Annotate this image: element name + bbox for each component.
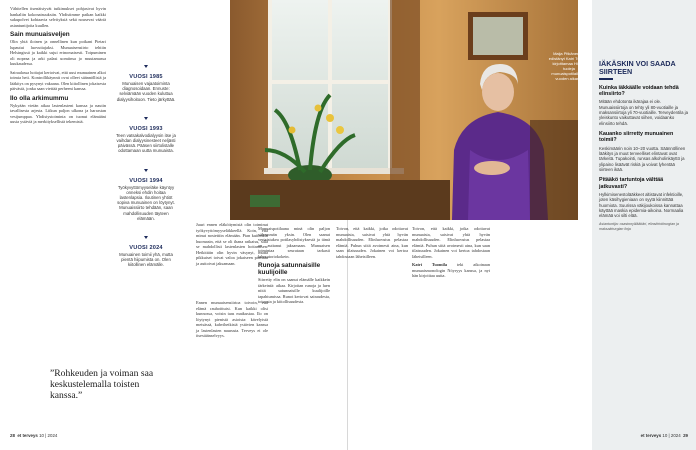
timeline-year: VUOSI 1993: [129, 125, 163, 132]
body-paragraph: Ennen munuaisensiirtoa toivoin, että elämä rauhoittuisi. Kun kaikki olisi kunnossa, voisin taas matkustaa. Ilo on löytynyt pienistä asioista: kävelyistä metsässä, kahvihetkistä ystävien kanssa ja lastenlasten naurusta. Terveys ei ole itsestäänselvyys.: [196, 300, 268, 338]
faq-question: Pitääkö tartuntoja välttää jatkuvasti?: [599, 177, 664, 190]
body-paragraph: Juuri ennen eläköitymistä olin toiminut työkyvyttömyyseläkkeellä. Koin, että minut nostettiin elämään. Pian kuitenkin huomasin, että se oli ihana ratkaisu, sillä se mahdollisti lastenlasten hoitamisen. Hetkittäin olin hyvin väsynyt, mutta pikkuiset toivat valoa jokaiseen päivään ja auttoivat jaksamaan.: [196, 222, 268, 266]
timeline-year: VUOSI 1985: [129, 74, 163, 80]
author-text: teki aikoinaan munuaismonologin Nöyryys kanssa, ja nyt hän kirjoittaa uutta.: [412, 262, 490, 278]
article-column-1: [10, 6, 106, 125]
footer-left: [10, 433, 57, 438]
body-paragraph: Olin yhtä iloinen ja onnellinen kun poikani Pietari lupautui luovuttajaksi. Munuaisensiirto tehtiin Helsingissä ja kaikki sujui erinomaisesti. Toipuminen oli nopeaa ja arki palasi uomiinsa jo muutamassa kuukaudessa.: [10, 39, 106, 66]
page-number: 28: [10, 433, 15, 438]
timeline-item: [114, 160, 178, 221]
body-paragraph: Munuaispotilaana minä olin paljon vähemmän yksin. Olen saanut vertaistukea potilasyhdistyksestä ja tämä on auttanut jaksamaan. Munuaisen toimintaa seurataan tarkasti laboratoriokokein.: [258, 226, 330, 259]
magazine-name: et terveys: [17, 433, 38, 438]
timeline-text: Munuaisen vajaatoiminta diagnosoidaan. Ennuste: selviämään vuoden kuluttua dialyysihoitoon. Tieto järkyttää.: [116, 81, 176, 102]
faq-answer: Mitään ehdotonta ikärajaa ei ole. Munuaissiirtoja on tehty yli 80-vuotiaille ja maksansiirtoja yli 70-vuotiaille. Terveydentila ja yleiskunto vaikuttavat siihen, voidaanko elinsiirto tehdä.: [599, 99, 689, 126]
page-number: 29: [683, 433, 688, 438]
body-paragraph: Siirretty elin on saanut elämälle kaikkein tärkeintä: aikaa. Kirjoitan runoja ja luen niitä satunnaisille kuulijoille tapahtumissa. Runot kertovat sairaudesta, toivosta ja kiitollisuudesta.: [258, 277, 330, 304]
portrait-photo: [230, 0, 578, 220]
faq-question: Kauanko siirretty munuainen toimii?: [599, 130, 674, 144]
body-paragraph: Toivon, että kaikki, jotka odottavat munuaista, saisivat yhtä hyvän mahdollisuuden. Elinluovutus pelastaa elämiä. Puhun siitä avoimesti aina, kun saan tilaisuuden. Jokainen voi kertoa tahdostaan läheisilleen.: [336, 226, 408, 259]
footer-right: [641, 433, 688, 438]
source-note: Asiantuntija: osastonylilääkäri, elinsiirtokirurgian ja maksakirurgian linja: [599, 222, 679, 231]
author-name: Katri Tuomila: [412, 262, 447, 267]
article-column-5: [196, 222, 268, 266]
timeline-text: Munuainen toimii yhä, mutta pientä hiipumista on. Olen kiitollinen elämälle.: [119, 252, 173, 268]
arrow-down-icon: [144, 117, 148, 120]
body-paragraph: Sairaalassa hoitajat kertoivat, että uusi munuainen alkoi toimia heti. Kontrollikäynnit ovat olleet säännöllisiä ja lääkitys on pysynyt vakaana. Olen kiitollinen jokaisesta päivästä, jonka saan viettää perheeni kanssa.: [10, 69, 106, 91]
arrow-down-icon: [144, 236, 148, 239]
article-column-6: [196, 300, 268, 339]
subheading-arkimummu: Ilo olla arkimummu: [10, 94, 69, 102]
timeline-year: VUOSI 2024: [129, 245, 163, 252]
magazine-name: et terveys: [640, 433, 662, 438]
arrow-down-icon: [144, 65, 148, 68]
timeline-year: VUOSI 1994: [129, 177, 163, 184]
body-paragraph: Toivon, että kaikki, jotka odottavat munuaista, saisivat yhtä hyvän mahdollisuuden. Elinluovutus pelastaa elämiä. Puhun siitä avoimesti aina, kun saan tilaisuuden. Jokainen voi kertoa tahdostaan läheisilleen.: [412, 226, 490, 259]
photo-caption: Maija Pitkänen on edistänyt Katri Tuomiin kirjoittamaa Hillyllä tuoleja munuaispotilaille 35 vuoden aikana.: [548, 51, 590, 81]
timeline-item: [114, 56, 178, 102]
body-paragraph: Nykyään vietän aikaa lastenlasteni kanssa ja nautin tavallisesta arjesta. Liikun paljon ulkona ja harrastan vesijumppaa. Yhdistystoiminta on tuonut elämääni uusia ystäviä ja merkityksellistä tekemistä.: [10, 102, 106, 124]
faq-sidebar: [592, 0, 696, 450]
article-column-author: [412, 226, 490, 279]
timeline-text: Teen vatsakalvodialyysin itse ja vaihdan dialyysinesteet neljästi päivässä. Pääsen siirtolistalle odottamaan uutta munuaista.: [116, 132, 176, 154]
sidebar-title: IÄKÄSKIN VOI SAADA SIIRTEEN: [599, 59, 676, 76]
subheading-runoja: Runoja satunnaisille kuulijoille: [258, 262, 321, 276]
faq-question: Kuinka iäkkäälle voidaan tehdä elinsiirto?: [599, 84, 679, 97]
divider: [599, 78, 613, 80]
timeline-text: Työkyvyttömyyseläke käyntyy onneksi ehdin hoitaa lastenlapsia. Iloutinen yhtiöt sopiva munuainen on löytynyt. Munuaissiirto tehdään, saan mahdollisuuden täyteen elämään.: [117, 184, 175, 221]
timeline-item: [114, 108, 178, 154]
timeline: [114, 56, 178, 274]
timeline-item: [114, 227, 178, 268]
faq-answer: Keskimäärin noin 10–20 vuotta. Säännöllinen lääkitys ja muut terveelliset elintavat ovat tärkeitä. Tupakointi, runsas alkoholinkäyttö ja ylipaino lisäävät riskiä ja voivat lyhentää siirteen ikää.: [599, 145, 686, 172]
intro-paragraph: Vähitellen itsenäistyvät tutkimukset pohjasivat hyvin hankaliin kokonaisuuksiin. Yhdistimme paikan kaikki sukupolvet kohtaavia selvityksiä sekä nousevat vääriä asiantuntijoita kuullen.: [10, 6, 106, 28]
issue-number: 10 | 2024: [39, 433, 58, 438]
pull-quote: ”Rohkeuden ja voiman saa keskustelemalla toisten kanssa.”: [50, 368, 154, 401]
faq-answer: Hylkimisenestolääkkeet altistavat infektioille, joten käsihygieniaan on syytä kiinnittää huomiota. Suurissa väkijoukoissa kannattaa käyttää maskia epidemia-aikoina. Normaalia elämää voi silti elää.: [599, 191, 684, 219]
issue-number: 10 | 2024: [662, 433, 681, 438]
subheading-munuaisveli: Sain munuaisveljen: [10, 31, 70, 38]
arrow-down-icon: [144, 169, 148, 172]
author-paragraph: [412, 262, 490, 279]
